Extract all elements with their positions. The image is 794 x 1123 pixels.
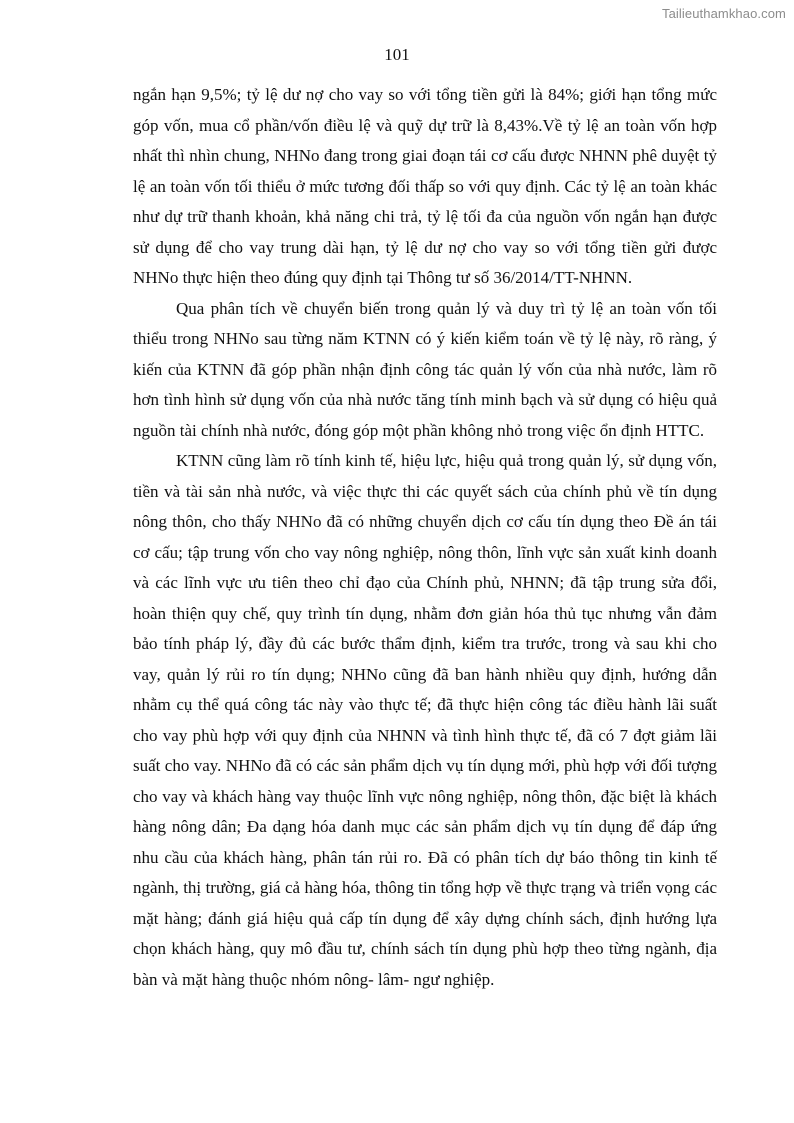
paragraph-capital-adequacy-analysis: Qua phân tích về chuyển biến trong quản lý và duy trì tỷ lệ an toàn vốn tối thiểu trong NHNo sau từng năm KTNN có ý kiến kiểm toán về tỷ lệ này, rõ ràng, ý kiến của KTNN đã góp phần nhận định công tác quản lý vốn của nhà nước, làm rõ hơn tình hình sử dụng vốn của nhà nước tăng tính minh bạch và sử dụng có hiệu quả nguồn tài chính nhà nước, đóng góp một phần không nhỏ trong việc ổn định HTTC. [133,298,717,440]
page-number: 101 [384,45,410,64]
watermark-text: Tailieuthamkhao.com [661,6,786,21]
document-body [133,80,717,995]
paragraph-continued: ngắn hạn 9,5%; tỷ lệ dư nợ cho vay so với tổng tiền gửi là 84%; giới hạn tổng mức góp vốn, mua cổ phần/vốn điều lệ và quỹ dự trữ là 8,43%.Về tỷ lệ an toàn vốn hợp nhất thì nhìn chung, NHNo đang trong giai đoạn tái cơ cấu được NHNN phê duyệt tỷ lệ an toàn vốn tối thiểu ở mức tương đối thấp so với quy định. Các tỷ lệ an toàn khác như dự trữ thanh khoản, khả năng chi trả, tỷ lệ tối đa của nguồn vốn ngắn hạn được sử dụng để cho vay trung dài hạn, tỷ lệ dư nợ cho vay so với tổng tiền gửi được NHNo thực hiện theo đúng quy định tại Thông tư số 36/2014/TT-NHNN. [133,85,717,287]
paragraph-ktnn-credit-findings: KTNN cũng làm rõ tính kinh tế, hiệu lực, hiệu quả trong quản lý, sử dụng vốn, tiền và tài sản nhà nước, và việc thực thi các quyết sách của chính phủ về tín dụng nông thôn, cho thấy NHNo đã có những chuyển dịch cơ cấu tín dụng theo Đề án tái cơ cấu; tập trung vốn cho vay nông nghiệp, nông thôn, lĩnh vực sản xuất kinh doanh và các lĩnh vực ưu tiên theo chỉ đạo của Chính phủ, NHNN; đã tập trung sửa đổi, hoàn thiện quy chế, quy trình tín dụng, nhằm đơn giản hóa thủ tục nhưng vẫn đảm bảo tính pháp lý, đầy đủ các bước thẩm định, kiểm tra trước, trong và sau khi cho vay, quản lý rủi ro tín dụng; NHNo cũng đã ban hành nhiều quy định, hướng dẫn nhằm cụ thể quá công tác này vào thực tế; đã thực hiện công tác điều hành lãi suất cho vay phù hợp với quy định của NHNN và tình hình thực tế, đã có 7 đợt giảm lãi suất cho vay. NHNo đã có các sản phẩm dịch vụ tín dụng mới, phù hợp với đối tượng cho vay và khách hàng vay thuộc lĩnh vực nông nghiệp, nông thôn, đặc biệt là khách hàng nông dân; Đa dạng hóa danh mục các sản phẩm dịch vụ tín dụng để đáp ứng nhu cầu của khách hàng, phân tán rủi ro. Đã có phân tích dự báo thông tin kinh tế ngành, thị trường, giá cả hàng hóa, thông tin tổng hợp về thực trạng và triển vọng các mặt hàng; đánh giá hiệu quả cấp tín dụng để xây dựng chính sách, định hướng lựa chọn khách hàng, quy mô đầu tư, chính sách tín dụng phù hợp theo từng ngành, địa bàn và mặt hàng thuộc nhóm nông- lâm- ngư nghiệp. [133,451,717,989]
